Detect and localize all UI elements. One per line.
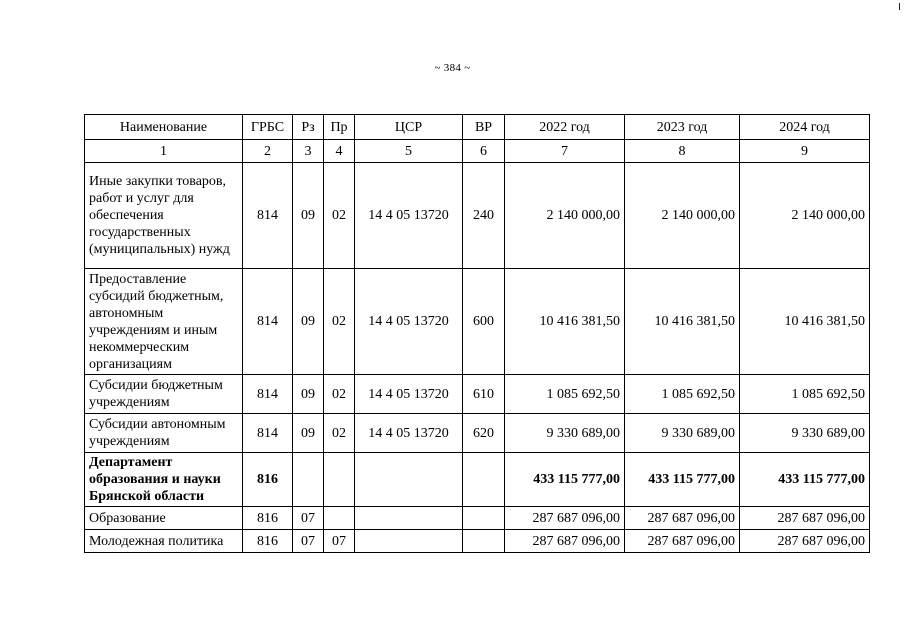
row-csr: 14 4 05 13720 [355,163,463,269]
row-value-2023: 433 115 777,00 [625,453,740,507]
row-value-2024: 9 330 689,00 [740,414,870,453]
row-grbs: 814 [243,375,293,414]
row-value-2023: 10 416 381,50 [625,269,740,375]
row-value-2024: 1 085 692,50 [740,375,870,414]
table-row [85,269,870,375]
column-number: 6 [463,140,505,163]
header-rz: Рз [293,115,324,140]
row-pr: 02 [324,375,355,414]
row-vr: 240 [463,163,505,269]
row-csr: 14 4 05 13720 [355,375,463,414]
row-value-2022: 10 416 381,50 [505,269,625,375]
row-name: Иные закупки товаров, работ и услуг для обеспечения государственных (муниципальных) нужд [85,163,243,269]
column-number: 7 [505,140,625,163]
row-csr [355,530,463,553]
row-value-2022: 1 085 692,50 [505,375,625,414]
row-grbs: 814 [243,269,293,375]
row-value-2022: 287 687 096,00 [505,530,625,553]
row-name: Департамент образования и науки Брянской области [85,453,243,507]
row-csr [355,507,463,530]
row-value-2023: 9 330 689,00 [625,414,740,453]
row-vr: 620 [463,414,505,453]
header-csr: ЦСР [355,115,463,140]
row-value-2022: 433 115 777,00 [505,453,625,507]
header-vr: ВР [463,115,505,140]
row-grbs: 816 [243,507,293,530]
row-rz: 09 [293,414,324,453]
row-vr: 610 [463,375,505,414]
row-value-2023: 287 687 096,00 [625,530,740,553]
table-row [85,375,870,414]
header-name: Наименование [85,115,243,140]
header-pr: Пр [324,115,355,140]
column-number: 9 [740,140,870,163]
row-pr [324,507,355,530]
table-row [85,530,870,553]
row-name: Молодежная политика [85,530,243,553]
column-number: 5 [355,140,463,163]
column-number: 4 [324,140,355,163]
row-name: Образование [85,507,243,530]
column-number-row [85,140,870,163]
row-csr: 14 4 05 13720 [355,269,463,375]
row-value-2022: 287 687 096,00 [505,507,625,530]
row-name: Субсидии автономным учреждениям [85,414,243,453]
row-value-2024: 287 687 096,00 [740,507,870,530]
header-year-2023: 2023 год [625,115,740,140]
row-value-2023: 1 085 692,50 [625,375,740,414]
row-pr: 07 [324,530,355,553]
row-value-2022: 2 140 000,00 [505,163,625,269]
row-csr: 14 4 05 13720 [355,414,463,453]
table-row [85,414,870,453]
row-value-2024: 287 687 096,00 [740,530,870,553]
row-pr: 02 [324,269,355,375]
row-value-2024: 433 115 777,00 [740,453,870,507]
table-row [85,507,870,530]
row-value-2024: 10 416 381,50 [740,269,870,375]
row-rz: 09 [293,163,324,269]
header-year-2024: 2024 год [740,115,870,140]
row-value-2023: 287 687 096,00 [625,507,740,530]
row-value-2024: 2 140 000,00 [740,163,870,269]
page-number: ~ 384 ~ [434,62,471,74]
column-number: 3 [293,140,324,163]
header-row [85,115,870,140]
row-vr: 600 [463,269,505,375]
table-row [85,163,870,269]
row-grbs: 816 [243,453,293,507]
row-value-2023: 2 140 000,00 [625,163,740,269]
row-grbs: 814 [243,163,293,269]
header-grbs: ГРБС [243,115,293,140]
row-grbs: 816 [243,530,293,553]
row-name: Субсидии бюджетным учреждениям [85,375,243,414]
scan-edge-mark [899,3,900,10]
row-rz [293,453,324,507]
row-grbs: 814 [243,414,293,453]
column-number: 1 [85,140,243,163]
budget-table [84,114,870,553]
row-pr: 02 [324,163,355,269]
row-pr [324,453,355,507]
column-number: 8 [625,140,740,163]
row-name: Предоставление субсидий бюджетным, автономным учреждениям и иным некоммерческим организациям [85,269,243,375]
table-row-department [85,453,870,507]
row-rz: 07 [293,530,324,553]
row-csr [355,453,463,507]
column-number: 2 [243,140,293,163]
row-vr [463,530,505,553]
row-rz: 09 [293,269,324,375]
header-year-2022: 2022 год [505,115,625,140]
row-rz: 09 [293,375,324,414]
row-vr [463,453,505,507]
row-rz: 07 [293,507,324,530]
row-pr: 02 [324,414,355,453]
row-vr [463,507,505,530]
row-value-2022: 9 330 689,00 [505,414,625,453]
